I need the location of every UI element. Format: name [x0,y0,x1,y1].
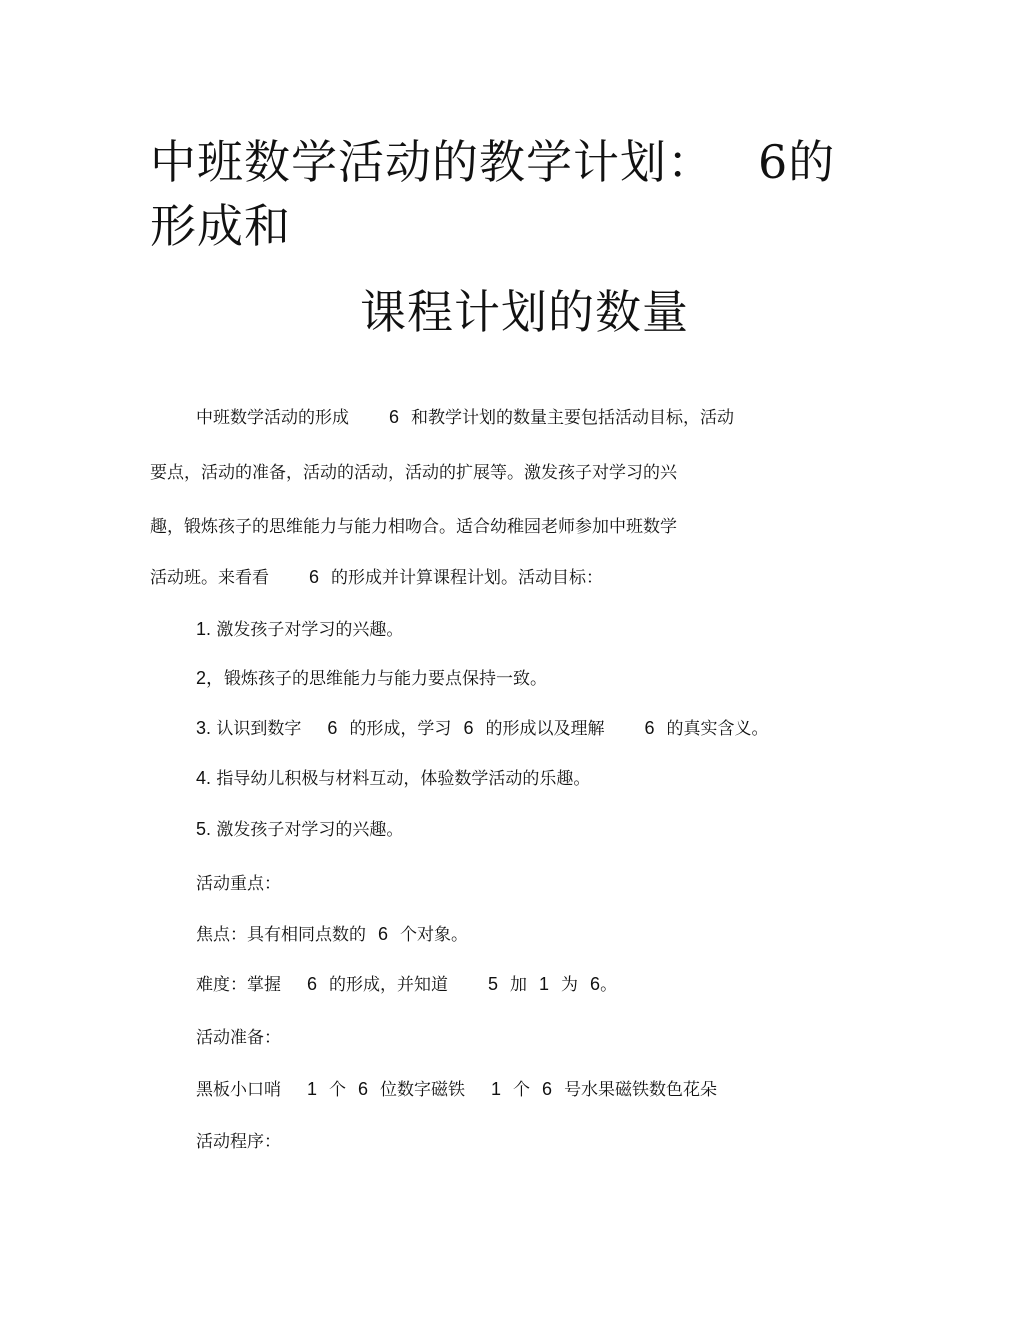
goal-number: 1. [196,619,212,639]
title-line-1-number: 6的 [758,135,836,189]
title-line-2: 形成和 [150,199,291,253]
goal-item-4 [196,766,590,791]
goal-number-inline: 6 [463,718,474,738]
prep-text: 号水果磁铁数色花朵 [564,1080,718,1100]
prep-heading: 活动准备： [196,1028,281,1048]
prep-materials [196,1077,717,1102]
goal-number-inline: 6 [327,718,338,738]
intro-line-1 [196,405,734,430]
prep-number: 1 [491,1079,502,1099]
focus-number: 6 [307,974,318,994]
intro-number: 6 [389,407,400,427]
prep-text: 个 [329,1080,347,1100]
intro-text: 中班数学活动的形成 [196,408,349,428]
goal-text: 激发孩子对学习的兴趣。 [216,620,404,640]
focus-text: 焦点：具有相同点数的 [196,925,366,945]
title-line-1: 中班数学活动的教学计划： [150,135,714,189]
goal-number-inline: 6 [644,718,655,738]
goal-text: 的形成，学习 [349,719,452,739]
intro-text: 的形成并计算课程计划。活动目标： [331,568,604,588]
focus-text: 为 [561,975,579,995]
prep-number: 6 [542,1079,553,1099]
goal-text: 锻炼孩子的思维能力与能力要点保持一致。 [224,669,548,689]
goal-item-1 [196,617,403,642]
goal-text: 的形成以及理解 [485,719,605,739]
intro-line-3: 趣，锻炼孩子的思维能力与能力相吻合。适合幼稚园老师参加中班数学 [150,517,677,537]
intro-line-4 [150,565,603,590]
intro-text: 活动班。来看看 [150,568,269,588]
focus-difficulty [196,972,617,997]
focus-text: 个对象。 [400,925,469,945]
focus-text: 加 [510,975,528,995]
goal-item-5 [196,817,403,842]
prep-number: 1 [307,1079,318,1099]
prep-text: 个 [513,1080,531,1100]
goal-number: 5. [196,819,212,839]
focus-number: 1 [539,974,550,994]
goal-text: 激发孩子对学习的兴趣。 [216,820,404,840]
goal-text: 的真实含义。 [666,719,769,739]
intro-line-2: 要点，活动的准备，活动的活动，活动的扩展等。激发孩子对学习的兴 [150,463,677,483]
focus-text: 难度：掌握 [196,975,281,995]
goal-item-2 [196,666,547,691]
focus-text: 。 [600,975,618,995]
goal-number: 3. [196,718,212,738]
focus-key-point [196,922,468,947]
goal-item-3 [196,716,768,741]
goal-text: 认识到数字 [216,719,302,739]
intro-number: 6 [309,567,320,587]
prep-number: 6 [358,1079,369,1099]
prep-text: 黑板小口哨 [196,1080,281,1100]
procedure-heading: 活动程序： [196,1132,281,1152]
goal-number: 4. [196,768,212,788]
focus-heading: 活动重点： [196,874,281,894]
focus-text: 的形成，并知道 [329,975,449,995]
title-line-3: 课程计划的数量 [360,285,689,339]
goal-text: 指导幼儿积极与材料互动，体验数学活动的乐趣。 [216,769,591,789]
goal-number: 2， [196,668,225,688]
focus-number: 6 [590,974,601,994]
intro-text: 和教学计划的数量主要包括活动目标，活动 [411,408,735,428]
focus-number: 5 [488,974,499,994]
prep-text: 位数字磁铁 [380,1080,466,1100]
focus-number: 6 [378,924,389,944]
